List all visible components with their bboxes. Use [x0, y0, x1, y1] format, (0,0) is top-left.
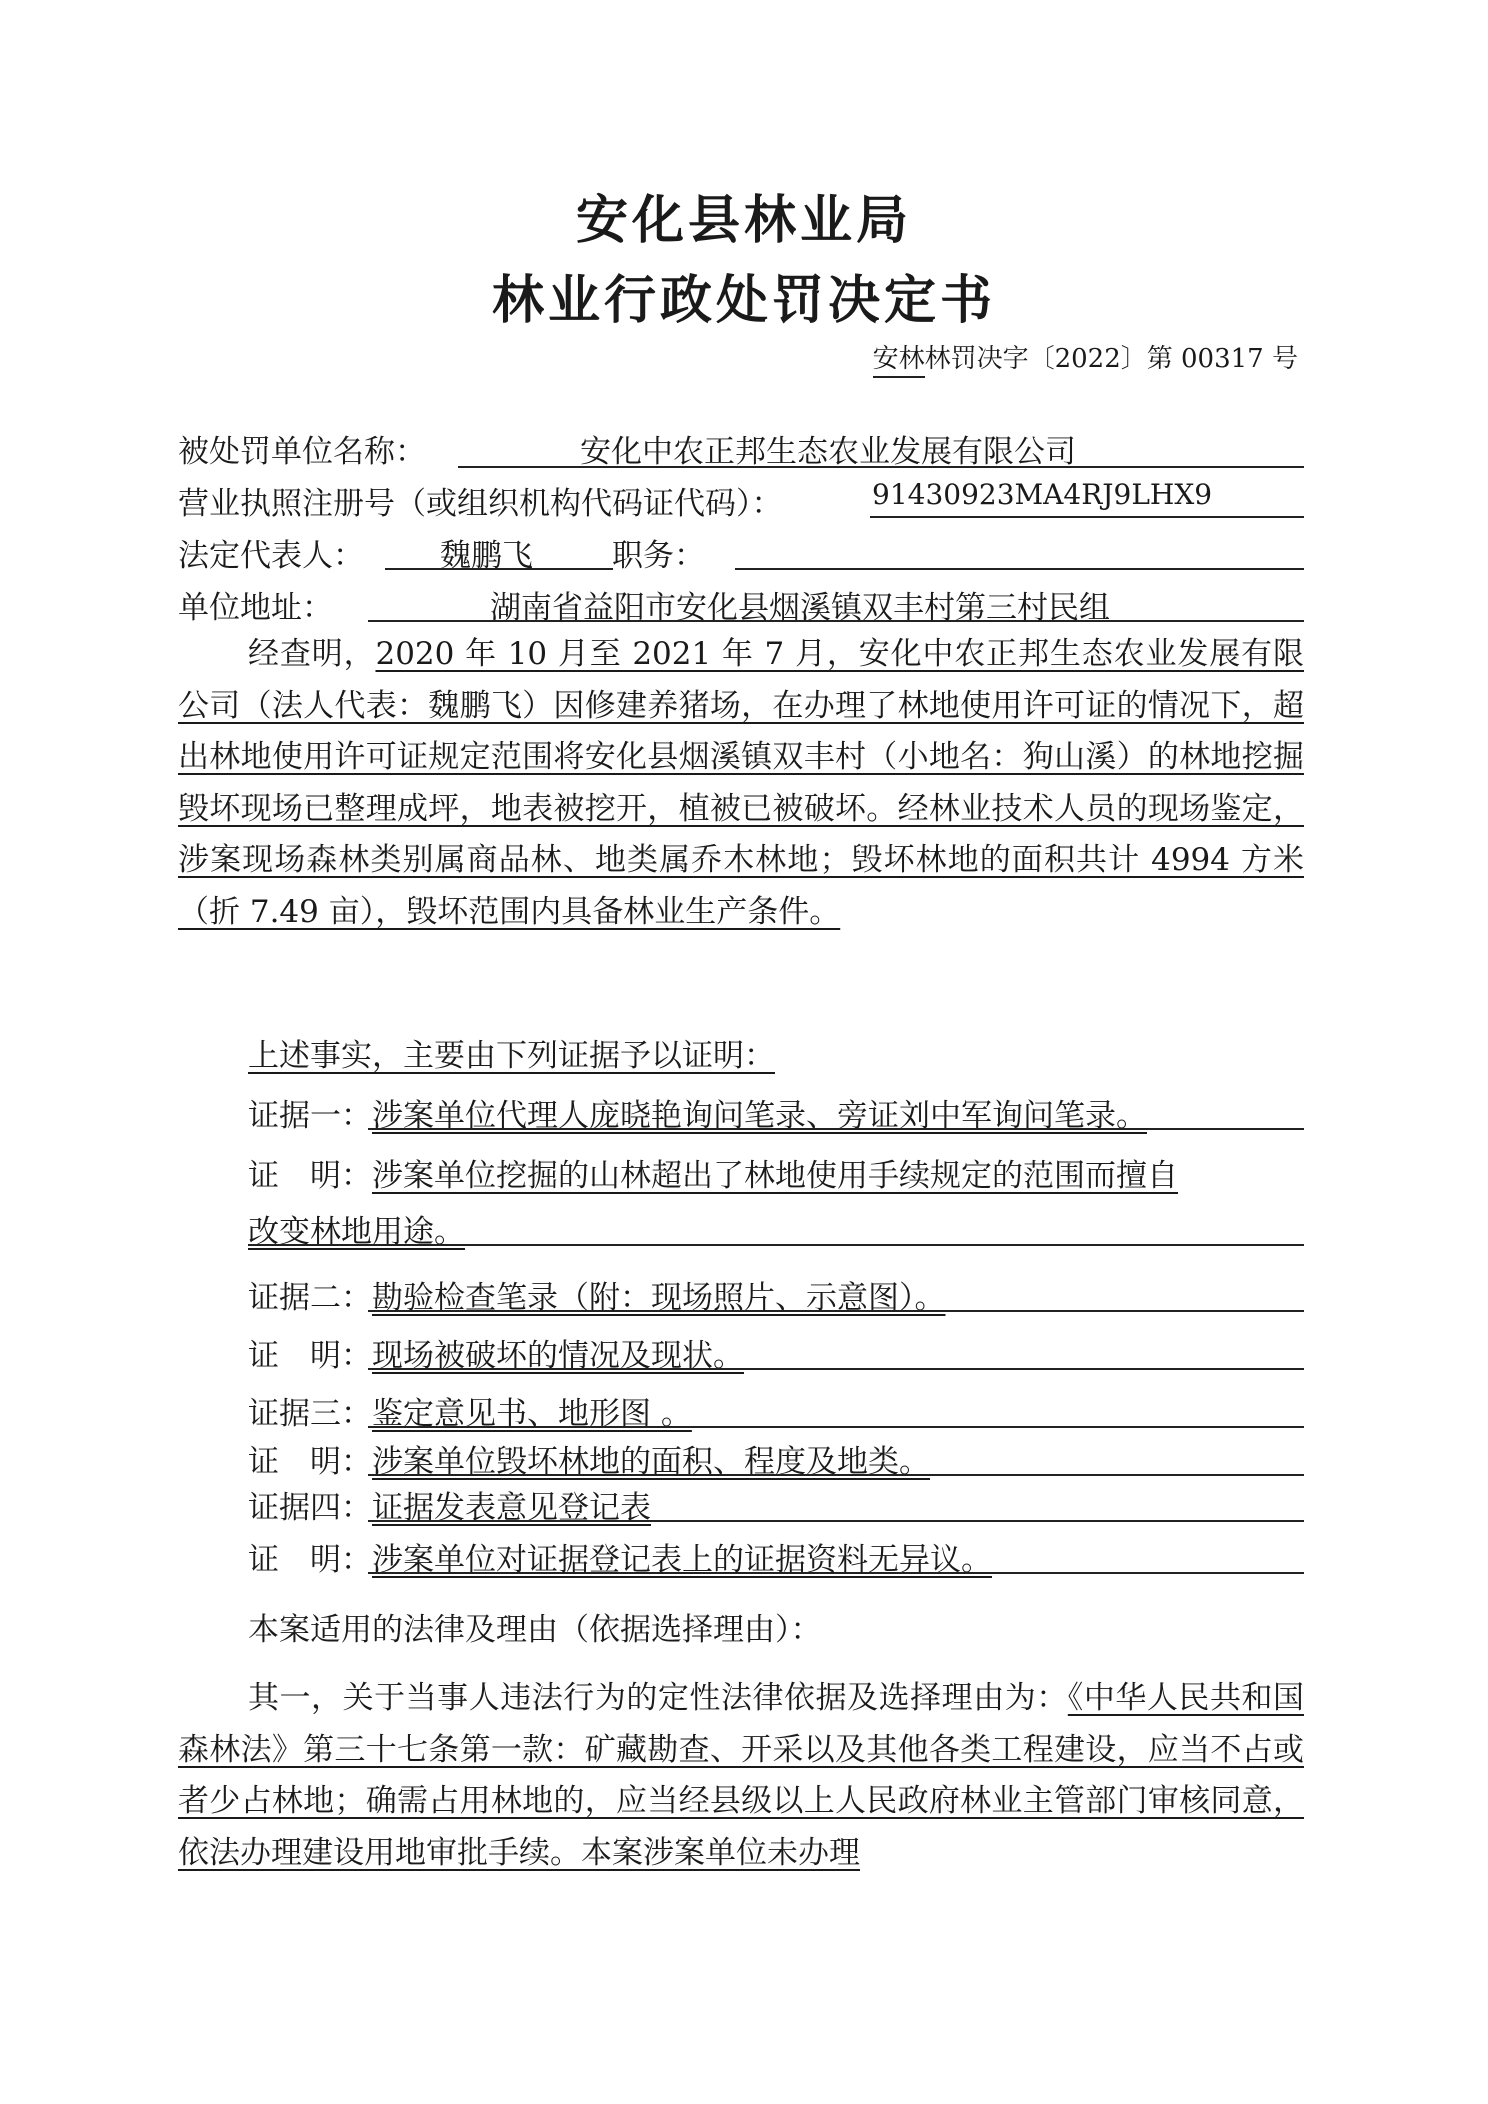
- evidence-label: 证据二：: [248, 1280, 372, 1316]
- evidence-label: 证 明：: [248, 1158, 372, 1194]
- evidence-label: 证据一：: [248, 1098, 372, 1134]
- evidence-label: 证 明：: [248, 1542, 372, 1578]
- proof-1-underline: [248, 1244, 1304, 1246]
- unit-name-label: 被处罚单位名称：: [178, 434, 426, 470]
- document-number-prefix: 安林: [873, 344, 925, 378]
- law-paragraph: [178, 1673, 1304, 1879]
- evidence-text: 证据发表意见登记表: [372, 1490, 651, 1526]
- evidence-label: 证据三：: [248, 1396, 372, 1432]
- evidence-text: 鉴定意见书、地形图 。: [372, 1396, 692, 1432]
- document-number-rest: 林罚决字〔2022〕第 00317 号: [924, 344, 1298, 374]
- license-value: 91430923MA4RJ9LHX9: [872, 478, 1213, 511]
- license-underline: [870, 516, 1304, 518]
- law-lead: 其一，关于当事人违法行为的定性法律依据及选择理由为：: [248, 1680, 1068, 1716]
- evidence-text: 勘验检查笔录（附：现场照片、示意图）。: [372, 1280, 946, 1316]
- evidence-label: 证 明：: [248, 1444, 372, 1480]
- document-number: [873, 338, 1298, 375]
- law-intro: 本案适用的法律及理由（依据选择理由）：: [248, 1612, 822, 1648]
- evidence-label: 证据四：: [248, 1490, 372, 1526]
- evidence-text: 涉案单位挖掘的山林超出了林地使用手续规定的范围而擅自: [372, 1158, 1178, 1194]
- evidence-1-underline: [368, 1128, 1304, 1130]
- address-label: 单位地址：: [178, 590, 333, 626]
- proof-1: [248, 1150, 1178, 1195]
- facts-lead: 经查明，: [248, 636, 376, 672]
- unit-name-value: 安化中农正邦生态农业发展有限公司: [580, 434, 1076, 470]
- facts-paragraph: [178, 629, 1304, 938]
- evidence-intro: 上述事实，主要由下列证据予以证明：: [248, 1038, 775, 1074]
- evidence-text: 涉案单位毁坏林地的面积、程度及地类。: [372, 1444, 930, 1480]
- position-label: 职务：: [612, 538, 705, 574]
- proof-3-underline: [368, 1474, 1304, 1476]
- law-body: 《中华人民共和国森林法》第三十七条第一款：矿藏勘查、开采以及其他各类工程建设，应当不占或者少占林地；确需占用林地的，应当经县级以上人民政府林业主管部门审核同意，依法办理建设用地审批手续。本案涉案单位未办理: [178, 1680, 1305, 1871]
- proof-2-underline: [368, 1368, 1304, 1370]
- evidence-text-continued: 改变林地用途。: [248, 1214, 465, 1250]
- evidence-text: 现场被破坏的情况及现状。: [372, 1338, 744, 1374]
- license-label: 营业执照注册号（或组织机构代码证代码）：: [178, 486, 783, 522]
- document-title: 林业行政处罚决定书: [491, 270, 996, 331]
- facts-body: 2020 年 10 月至 2021 年 7 月，安化中农正邦生态农业发展有限公司（法人代表：魏鹏飞）因修建养猪场，在办理了林地使用许可证的情况下，超出林地使用许可证规定范围将安化县烟溪镇双丰村（小地名：狗山溪）的林地挖掘毁坏现场已整理成坪，地表被挖开，植被已被破坏。经林业技术人员的现场鉴定，涉案现场森林类别属商品林、地类属乔木林地；毁坏林地的面积共计 4994 方米（折 7.49 亩），毁坏范围内具备林业生产条件。: [178, 636, 1305, 930]
- evidence-text: 涉案单位代理人庞晓艳询问笔录、旁证刘中军询问笔录。: [372, 1098, 1147, 1134]
- address-value: 湖南省益阳市安化县烟溪镇双丰村第三村民组: [490, 590, 1110, 626]
- legal-rep-label: 法定代表人：: [178, 538, 364, 574]
- evidence-label: 证 明：: [248, 1338, 372, 1374]
- evidence-text: 涉案单位对证据登记表上的证据资料无异议。: [372, 1542, 992, 1578]
- proof-4-underline: [368, 1572, 1304, 1574]
- evidence-3-underline: [368, 1426, 1304, 1428]
- org-title: 安化县林业局: [575, 190, 912, 251]
- position-underline: [735, 568, 1304, 570]
- evidence-4-underline: [368, 1520, 1304, 1522]
- legal-rep-value: 魏鹏飞: [440, 538, 533, 574]
- evidence-2-underline: [368, 1310, 1304, 1312]
